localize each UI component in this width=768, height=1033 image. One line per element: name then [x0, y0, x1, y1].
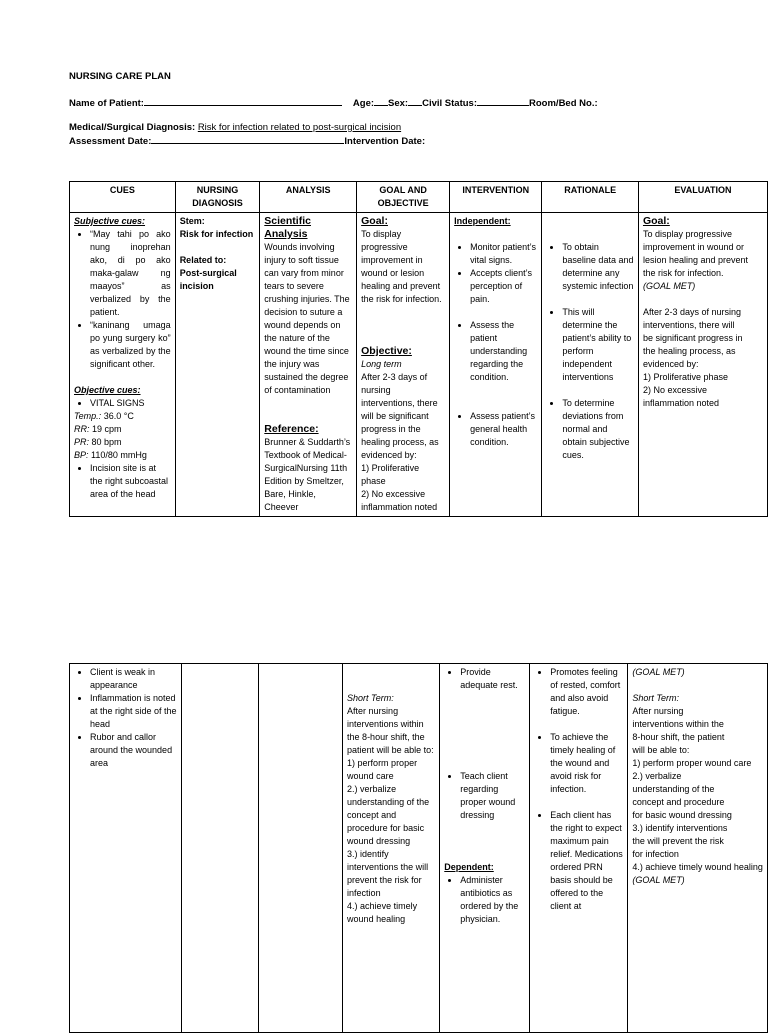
col-header-rationale: RATIONALE: [542, 182, 639, 213]
document-title: NURSING CARE PLAN: [69, 71, 171, 82]
rationale-item-6: • Each client has the right to expect maximum pain relief. Medications ordered PRN basis should be offered to the client at: [550, 809, 623, 913]
care-plan-table-page-1: [69, 181, 768, 517]
reference-heading: Reference:: [264, 423, 319, 435]
analysis-cell-2: [258, 664, 342, 1033]
short-term-label: Short Term:: [347, 693, 394, 703]
col-header-goal-objective: GOAL AND OBJECTIVE: [357, 182, 450, 213]
intervention-item-4: • Assess patient’s general health condition.: [470, 410, 537, 449]
evaluation-goal-text: To display progressive improvement in wound or lesion healing and prevent the risk for infection.: [642, 229, 749, 278]
long-term-item-2: 2) No excessive inflammation noted: [361, 489, 438, 512]
sex-blank: [408, 96, 422, 106]
evaluation-short-4: 4.) achieve timely wound healing: [632, 862, 763, 872]
header-row: [70, 182, 768, 213]
pr-row: PR: 80 bpm: [74, 437, 122, 447]
vital-signs-label: • VITAL SIGNS: [90, 397, 171, 410]
document-header: [69, 71, 759, 149]
short-term-item-1: 1) perform proper wound care: [347, 758, 418, 781]
incision-cue: • Incision site is at the right subcoastal area of the head: [90, 462, 171, 501]
related-to-label: Related to:: [179, 255, 227, 265]
short-term-item-4: 4.) achieve timely wound healing: [347, 901, 418, 924]
col-header-intervention: INTERVENTION: [450, 182, 542, 213]
rationale-item-3: • To determine deviations from normal and obtain subjective cues.: [562, 397, 634, 462]
short-term-text: After nursing interventions within the 8-hour shift, the patient will be able to:: [347, 706, 434, 755]
weak-cue: • Client is weak in appearance: [90, 666, 177, 692]
dependent-label: Dependent:: [444, 862, 494, 872]
subjective-cue-2: • “kaninang umaga po yung surgery ko” as verbalized by the significant other.: [90, 319, 171, 371]
evaluation-goal-met-3: (GOAL MET): [632, 875, 685, 885]
evaluation-short-1: 1) perform proper wound care: [632, 758, 752, 768]
temp-row: Temp.: 36.0 °C: [74, 411, 134, 421]
related-to-value: Post-surgical incision: [179, 268, 237, 291]
dependent-item-1: • Administer antibiotics as ordered by the physician.: [460, 874, 525, 926]
objective-heading: Objective:: [361, 345, 412, 357]
short-term-item-2: 2.) verbalize understanding of the concept and procedure for basic wound dressing: [347, 784, 430, 846]
name-label: Name of Patient:: [69, 97, 144, 109]
evaluation-goal-met: (GOAL MET): [642, 281, 696, 291]
diagnosis-label: Medical/Surgical Diagnosis:: [69, 121, 196, 133]
analysis-cell: [260, 213, 357, 517]
intervention-item-3: • Assess the patient understanding regarding the condition.: [470, 319, 537, 384]
name-blank: [144, 96, 342, 106]
independent-label: Independent:: [454, 216, 511, 226]
rubor-cue: • Rubor and callor around the wounded area: [90, 731, 177, 770]
stem-value: Risk for infection: [179, 229, 254, 239]
evaluation-short-3: 3.) identify interventions the will prevent the risk for infection: [632, 823, 728, 859]
cues-cell: [70, 213, 176, 517]
col-header-nursing-diagnosis: NURSING DIAGNOSIS: [175, 182, 260, 213]
subjective-cues-label: Subjective cues:: [74, 216, 146, 226]
rationale-cell-2: [530, 664, 628, 1033]
goal-heading: Goal:: [361, 215, 388, 227]
long-term-text: After 2-3 days of nursing interventions, there will be significant progress in the healing process, as evidenced by:: [361, 372, 439, 460]
evaluation-short-term-label: Short Term:: [632, 693, 680, 703]
nursing-diagnosis-cell: [175, 213, 260, 517]
intervention-item-6: • Teach client regarding proper wound dressing: [460, 770, 525, 822]
evaluation-long-text: After 2-3 days of nursing interventions, there will be significant progress in the healing process, as evidenced by:: [642, 307, 743, 369]
inflammation-cue: • Inflammation is noted at the right side of the head: [90, 692, 177, 731]
diagnosis-row: [69, 122, 759, 135]
assessment-date-blank: [151, 134, 344, 144]
goal-text: To display progressive improvement in wound or lesion healing and prevent the risk for infection.: [361, 229, 442, 304]
intervention-date-label: Intervention Date:: [344, 136, 426, 148]
long-term-label: Long term: [361, 359, 402, 369]
analysis-text: Wounds involving injury to soft tissue can vary from minor tears to severe crushing injuries. The decision to suture a wound depends on the nature of the wound the time since the injury was sustained the degree of contamination: [264, 242, 350, 395]
rationale-item-1: • To obtain baseline data and determine any systemic infection: [562, 241, 634, 293]
civil-status-blank: [477, 96, 529, 106]
rationale-cell: [542, 213, 639, 517]
sex-label: Sex:: [388, 97, 409, 109]
rationale-item-2: • This will determine the patient’s ability to perform independent interventions: [562, 306, 634, 384]
content-row-2: [70, 664, 768, 1033]
intervention-item-2: • Accepts client’s perception of pain.: [470, 267, 537, 306]
evaluation-goal-heading: Goal:: [642, 215, 670, 227]
intervention-item-1: • Monitor patient’s vital signs.: [470, 241, 537, 267]
evaluation-short-2: 2.) verbalize understanding of the concept and procedure for basic wound dressing: [632, 771, 732, 820]
rationale-item-5: • To achieve the timely healing of the wound and avoid risk for infection.: [550, 731, 623, 796]
diagnosis-value: Risk for infection related to post-surgical incision: [197, 121, 402, 133]
bp-row: BP: 110/80 mmHg: [74, 450, 147, 460]
evaluation-long-1: 1) Proliferative phase: [642, 372, 729, 382]
subjective-cue-1: • “May tahi po ako nung inoprehan ako, di po ako maka-galaw ng maayos” as verbalized by the patient.: [90, 228, 171, 319]
nursing-diagnosis-cell-2: [181, 664, 258, 1033]
long-term-item-1: 1) Proliferative phase: [361, 463, 420, 486]
civil-status-label: Civil Status:: [422, 97, 478, 109]
evaluation-goal-met-2: (GOAL MET): [632, 667, 685, 677]
col-header-cues: CUES: [70, 182, 176, 213]
patient-info-row: [69, 96, 759, 111]
age-label: Age:: [352, 97, 375, 109]
scientific-analysis-heading: Scientific Analysis: [264, 215, 311, 240]
content-row: [70, 213, 768, 517]
evaluation-short-text: After nursing interventions within the 8-hour shift, the patient will be able to:: [632, 706, 725, 755]
room-label: Room/Bed No.:: [529, 97, 598, 109]
rr-row: RR: 19 cpm: [74, 424, 122, 434]
goal-objective-cell-2: [343, 664, 440, 1033]
intervention-cell-2: [440, 664, 530, 1033]
assessment-date-label: Assessment Date:: [69, 136, 152, 148]
col-header-evaluation: EVALUATION: [638, 182, 767, 213]
objective-cues-label: Objective cues:: [74, 385, 141, 395]
evaluation-cell-2: [628, 664, 768, 1033]
col-header-analysis: ANALYSIS: [260, 182, 357, 213]
reference-text: Brunner & Suddarth’s Textbook of Medical-SurgicalNursing 11th Edition by Smeltzer, Bare, Hinkle, Cheever: [264, 437, 351, 512]
cues-cell-2: [70, 664, 182, 1033]
age-blank: [374, 96, 388, 106]
goal-objective-cell: [357, 213, 450, 517]
intervention-cell: [450, 213, 542, 517]
care-plan-table-page-2: [69, 663, 768, 1033]
intervention-item-5: • Provide adequate rest.: [460, 666, 525, 692]
rationale-item-4: • Promotes feeling of rested, comfort and also avoid fatigue.: [550, 666, 623, 718]
stem-label: Stem:: [179, 216, 205, 226]
assessment-row: [69, 134, 759, 149]
evaluation-long-2: 2) No excessive inflammation noted: [642, 385, 720, 408]
evaluation-cell: [638, 213, 767, 517]
short-term-item-3: 3.) identify interventions the will prevent the risk for infection: [347, 849, 429, 898]
